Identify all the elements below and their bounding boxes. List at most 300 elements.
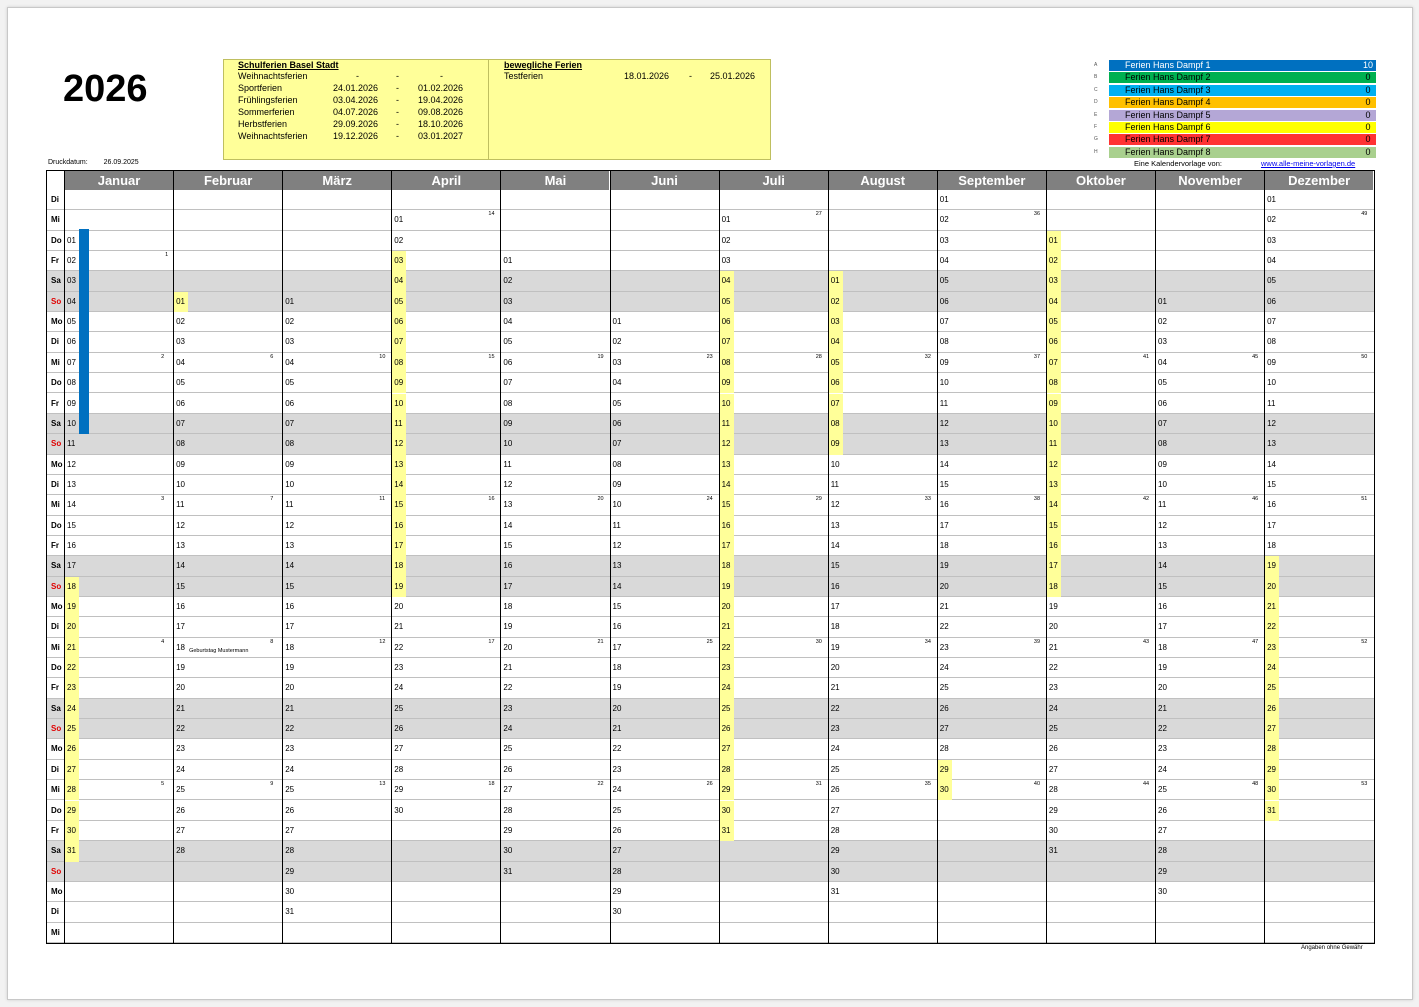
day-number[interactable]: 11 (176, 500, 185, 510)
day-number[interactable]: 20 (721, 602, 731, 611)
day-number[interactable]: 16 (721, 520, 731, 530)
day-number[interactable]: 19 (1048, 602, 1058, 611)
day-number[interactable]: 27 (612, 846, 622, 856)
day-number[interactable]: 05 (830, 357, 840, 367)
day-number[interactable]: 13 (285, 540, 295, 550)
day-number[interactable]: 08 (67, 378, 76, 388)
day-number[interactable]: 17 (721, 540, 731, 550)
day-number[interactable]: 10 (1158, 479, 1167, 489)
day-number[interactable]: 16 (1048, 540, 1058, 550)
day-number[interactable]: 28 (67, 785, 76, 795)
day-number[interactable]: 01 (67, 235, 76, 245)
day-number[interactable]: 24 (67, 703, 76, 713)
day-number[interactable]: 14 (1267, 459, 1276, 469)
day-number[interactable]: 25 (67, 724, 76, 734)
day-number[interactable]: 02 (830, 296, 840, 306)
day-number[interactable]: 24 (394, 683, 404, 693)
day-number[interactable]: 11 (394, 418, 403, 428)
day-number[interactable]: 17 (176, 622, 185, 632)
day-number[interactable]: 14 (721, 479, 731, 489)
day-number[interactable]: 06 (1158, 398, 1167, 408)
day-number[interactable]: 10 (176, 479, 185, 489)
day-number[interactable]: 05 (1158, 378, 1167, 388)
day-number[interactable]: 21 (1267, 602, 1276, 611)
day-number[interactable]: 18 (67, 581, 76, 591)
day-number[interactable]: 06 (1267, 296, 1276, 306)
day-number[interactable]: 22 (394, 642, 404, 652)
day-number[interactable]: 11 (1158, 500, 1167, 510)
day-number[interactable]: 12 (67, 459, 76, 469)
day-number[interactable]: 18 (830, 622, 840, 632)
day-number[interactable]: 26 (939, 703, 949, 713)
day-number[interactable]: 02 (394, 235, 404, 245)
day-number[interactable]: 02 (612, 337, 622, 347)
day-number[interactable]: 26 (1048, 744, 1058, 754)
day-number[interactable]: 19 (285, 663, 295, 673)
day-number[interactable]: 07 (612, 439, 622, 449)
day-number[interactable]: 20 (1158, 683, 1167, 693)
day-number[interactable]: 26 (67, 744, 76, 754)
day-number[interactable]: 21 (285, 703, 295, 713)
day-number[interactable]: 22 (1048, 663, 1058, 673)
day-number[interactable]: 27 (1048, 764, 1058, 774)
day-number[interactable]: 20 (503, 642, 513, 652)
day-number[interactable]: 30 (1267, 785, 1276, 795)
day-number[interactable]: 03 (285, 337, 295, 347)
day-number[interactable]: 22 (503, 683, 513, 693)
day-number[interactable]: 22 (285, 724, 295, 734)
day-number[interactable]: 19 (939, 561, 949, 571)
day-number[interactable]: 24 (1267, 663, 1276, 673)
day-number[interactable]: 28 (285, 846, 295, 856)
day-number[interactable]: 19 (1267, 561, 1276, 571)
day-number[interactable]: 07 (67, 357, 76, 367)
day-number[interactable]: 03 (67, 276, 76, 286)
day-number[interactable]: 30 (830, 866, 840, 876)
day-number[interactable]: 09 (67, 398, 76, 408)
day-number[interactable]: 22 (721, 642, 731, 652)
day-number[interactable]: 12 (1158, 520, 1167, 530)
day-number[interactable]: 05 (939, 276, 949, 286)
day-number[interactable]: 19 (176, 663, 185, 673)
day-number[interactable]: 06 (721, 317, 731, 327)
day-number[interactable]: 20 (612, 703, 622, 713)
day-number[interactable]: 26 (721, 724, 731, 734)
day-number[interactable]: 14 (939, 459, 949, 469)
day-number[interactable]: 17 (939, 520, 949, 530)
day-number[interactable]: 23 (1048, 683, 1058, 693)
day-number[interactable]: 30 (1048, 825, 1058, 835)
day-number[interactable]: 07 (285, 418, 295, 428)
day-number[interactable]: 27 (176, 825, 185, 835)
day-number[interactable]: 15 (176, 581, 185, 591)
day-number[interactable]: 25 (394, 703, 404, 713)
day-number[interactable]: 27 (394, 744, 404, 754)
day-number[interactable]: 30 (1158, 886, 1167, 896)
day-number[interactable]: 25 (1267, 683, 1276, 693)
day-number[interactable]: 18 (721, 561, 731, 571)
day-number[interactable]: 29 (285, 866, 295, 876)
day-number[interactable]: 12 (830, 500, 840, 510)
day-number[interactable]: 19 (394, 581, 404, 591)
day-number[interactable]: 17 (612, 642, 622, 652)
day-number[interactable]: 15 (612, 602, 622, 611)
day-number[interactable]: 20 (830, 663, 840, 673)
day-number[interactable]: 04 (1158, 357, 1167, 367)
day-number[interactable]: 10 (1048, 418, 1058, 428)
day-number[interactable]: 06 (830, 378, 840, 388)
day-number[interactable]: 04 (939, 256, 949, 266)
day-number[interactable]: 10 (612, 500, 622, 510)
day-number[interactable]: 28 (1158, 846, 1167, 856)
day-number[interactable]: 12 (394, 439, 404, 449)
day-number[interactable]: 14 (503, 520, 513, 530)
day-number[interactable]: 21 (176, 703, 185, 713)
day-number[interactable]: 19 (830, 642, 840, 652)
day-number[interactable]: 13 (1267, 439, 1276, 449)
day-number[interactable]: 22 (612, 744, 622, 754)
day-number[interactable]: 31 (1048, 846, 1058, 856)
day-number[interactable]: 06 (176, 398, 185, 408)
day-number[interactable]: 11 (939, 398, 949, 408)
day-number[interactable]: 16 (176, 602, 185, 611)
day-number[interactable]: 05 (67, 317, 76, 327)
day-number[interactable]: 16 (285, 602, 295, 611)
day-number[interactable]: 07 (939, 317, 949, 327)
day-number[interactable]: 04 (1267, 256, 1276, 266)
day-number[interactable]: 20 (176, 683, 185, 693)
day-number[interactable]: 02 (67, 256, 76, 266)
day-number[interactable]: 11 (1048, 439, 1058, 449)
day-number[interactable]: 15 (503, 540, 513, 550)
day-number[interactable]: 13 (1158, 540, 1167, 550)
day-number[interactable]: 23 (721, 663, 731, 673)
day-number[interactable]: 13 (1048, 479, 1058, 489)
day-number[interactable]: 22 (939, 622, 949, 632)
day-number[interactable]: 28 (503, 805, 513, 815)
day-number[interactable]: 22 (1267, 622, 1276, 632)
day-number[interactable]: 19 (612, 683, 622, 693)
day-number[interactable]: 22 (176, 724, 185, 734)
day-number[interactable]: 31 (1267, 805, 1276, 815)
day-number[interactable]: 18 (1158, 642, 1167, 652)
day-number[interactable]: 02 (1158, 317, 1167, 327)
day-number[interactable]: 13 (830, 520, 840, 530)
day-number[interactable]: 14 (612, 581, 622, 591)
day-number[interactable]: 19 (67, 602, 76, 611)
day-number[interactable]: 09 (503, 418, 513, 428)
day-number[interactable]: 08 (394, 357, 404, 367)
day-number[interactable]: 10 (67, 418, 76, 428)
day-number[interactable]: 10 (285, 479, 295, 489)
day-number[interactable]: 30 (939, 785, 949, 795)
day-number[interactable]: 06 (612, 418, 622, 428)
day-number[interactable]: 14 (67, 500, 76, 510)
day-number[interactable]: 28 (1267, 744, 1276, 754)
day-number[interactable]: 21 (394, 622, 404, 632)
day-number[interactable]: 17 (1158, 622, 1167, 632)
day-number[interactable]: 05 (394, 296, 404, 306)
day-number[interactable]: 26 (830, 785, 840, 795)
day-number[interactable]: 15 (285, 581, 295, 591)
day-number[interactable]: 05 (612, 398, 622, 408)
day-number[interactable]: 31 (67, 846, 76, 856)
day-number[interactable]: 06 (1048, 337, 1058, 347)
day-number[interactable]: 03 (830, 317, 840, 327)
day-number[interactable]: 28 (394, 764, 404, 774)
day-number[interactable]: 13 (503, 500, 513, 510)
day-number[interactable]: 23 (176, 744, 185, 754)
day-number[interactable]: 12 (721, 439, 731, 449)
day-number[interactable]: 17 (67, 561, 76, 571)
day-number[interactable]: 27 (830, 805, 840, 815)
day-number[interactable]: 24 (176, 764, 185, 774)
day-number[interactable]: 16 (1158, 602, 1167, 611)
day-number[interactable]: 31 (721, 825, 731, 835)
day-number[interactable]: 26 (176, 805, 185, 815)
day-number[interactable]: 09 (1267, 357, 1276, 367)
day-number[interactable]: 07 (503, 378, 513, 388)
day-number[interactable]: 27 (67, 764, 76, 774)
day-number[interactable]: 24 (830, 744, 840, 754)
day-number[interactable]: 03 (1048, 276, 1058, 286)
day-number[interactable]: 01 (939, 195, 949, 204)
day-number[interactable]: 16 (503, 561, 513, 571)
day-number[interactable]: 14 (394, 479, 404, 489)
day-number[interactable]: 23 (394, 663, 404, 673)
day-number[interactable]: 27 (1158, 825, 1167, 835)
day-number[interactable]: 02 (176, 317, 185, 327)
day-number[interactable]: 11 (721, 418, 730, 428)
day-number[interactable]: 21 (721, 622, 731, 632)
day-number[interactable]: 15 (1267, 479, 1276, 489)
day-number[interactable]: 02 (1048, 256, 1058, 266)
day-number[interactable]: 14 (176, 561, 185, 571)
day-number[interactable]: 13 (939, 439, 949, 449)
day-number[interactable]: 23 (830, 724, 840, 734)
day-number[interactable]: 24 (1048, 703, 1058, 713)
day-number[interactable]: 01 (1158, 296, 1167, 306)
day-number[interactable]: 10 (721, 398, 731, 408)
day-number[interactable]: 10 (1267, 378, 1276, 388)
day-number[interactable]: 10 (939, 378, 949, 388)
day-number[interactable]: 08 (285, 439, 295, 449)
day-number[interactable]: 21 (67, 642, 76, 652)
day-number[interactable]: 17 (394, 540, 404, 550)
day-number[interactable]: 05 (176, 378, 185, 388)
day-number[interactable]: 16 (612, 622, 622, 632)
day-number[interactable]: 15 (1048, 520, 1058, 530)
day-number[interactable]: 15 (1158, 581, 1167, 591)
day-number[interactable]: 25 (285, 785, 295, 795)
day-number[interactable]: 26 (612, 825, 622, 835)
day-number[interactable]: 01 (612, 317, 622, 327)
day-number[interactable]: 03 (503, 296, 513, 306)
day-number[interactable]: 21 (1048, 642, 1058, 652)
day-number[interactable]: 09 (830, 439, 840, 449)
day-number[interactable]: 04 (394, 276, 404, 286)
day-number[interactable]: 09 (285, 459, 295, 469)
day-number[interactable]: 07 (394, 337, 404, 347)
day-number[interactable]: 24 (721, 683, 731, 693)
day-number[interactable]: 16 (939, 500, 949, 510)
day-number[interactable]: 09 (612, 479, 622, 489)
day-number[interactable]: 06 (67, 337, 76, 347)
day-number[interactable]: 18 (1048, 581, 1058, 591)
day-number[interactable]: 07 (830, 398, 840, 408)
day-number[interactable]: 27 (1267, 724, 1276, 734)
day-number[interactable]: 25 (176, 785, 185, 795)
day-number[interactable]: 12 (612, 540, 622, 550)
day-number[interactable]: 23 (1267, 642, 1276, 652)
day-number[interactable]: 22 (67, 663, 76, 673)
day-number[interactable]: 28 (939, 744, 949, 754)
day-number[interactable]: 28 (176, 846, 185, 856)
day-number[interactable]: 26 (394, 724, 404, 734)
day-number[interactable]: 06 (285, 398, 295, 408)
day-number[interactable]: 09 (1158, 459, 1167, 469)
day-number[interactable]: 20 (1267, 581, 1276, 591)
day-number[interactable]: 08 (830, 418, 840, 428)
day-number[interactable]: 03 (939, 235, 949, 245)
day-number[interactable]: 29 (1267, 764, 1276, 774)
day-number[interactable]: 23 (503, 703, 513, 713)
day-number[interactable]: 20 (1048, 622, 1058, 632)
day-number[interactable]: 18 (394, 561, 404, 571)
day-number[interactable]: 11 (285, 500, 294, 510)
day-number[interactable]: 18 (1267, 540, 1276, 550)
day-number[interactable]: 18 (612, 663, 622, 673)
day-number[interactable]: 26 (503, 764, 513, 774)
day-number[interactable]: 09 (394, 378, 404, 388)
day-number[interactable]: 18 (939, 540, 949, 550)
day-number[interactable]: 10 (503, 439, 513, 449)
day-number[interactable]: 18 (285, 642, 295, 652)
day-number[interactable]: 28 (721, 764, 731, 774)
day-number[interactable]: 11 (67, 439, 76, 449)
day-number[interactable]: 23 (939, 642, 949, 652)
day-number[interactable]: 16 (1267, 500, 1276, 510)
day-number[interactable]: 13 (176, 540, 185, 550)
day-number[interactable]: 15 (721, 500, 731, 510)
day-number[interactable]: 08 (939, 337, 949, 347)
day-number[interactable]: 13 (394, 459, 404, 469)
day-number[interactable]: 20 (285, 683, 295, 693)
day-number[interactable]: 17 (1267, 520, 1276, 530)
day-number[interactable]: 07 (176, 418, 185, 428)
day-number[interactable]: 21 (1158, 703, 1167, 713)
day-number[interactable]: 15 (394, 500, 404, 510)
day-number[interactable]: 11 (1267, 398, 1276, 408)
day-number[interactable]: 24 (612, 785, 622, 795)
day-number[interactable]: 12 (176, 520, 185, 530)
day-number[interactable]: 21 (503, 663, 513, 673)
day-number[interactable]: 16 (67, 540, 76, 550)
day-number[interactable]: 24 (1158, 764, 1167, 774)
day-number[interactable]: 04 (285, 357, 295, 367)
day-number[interactable]: 01 (1048, 235, 1058, 245)
day-number[interactable]: 03 (394, 256, 404, 266)
day-number[interactable]: 05 (503, 337, 513, 347)
day-number[interactable]: 09 (939, 357, 949, 367)
day-number[interactable]: 25 (1158, 785, 1167, 795)
day-number[interactable]: 19 (1158, 663, 1167, 673)
day-number[interactable]: 05 (721, 296, 731, 306)
day-number[interactable]: 30 (721, 805, 731, 815)
day-number[interactable]: 10 (394, 398, 404, 408)
day-number[interactable]: 26 (285, 805, 295, 815)
day-number[interactable]: 09 (1048, 398, 1058, 408)
day-number[interactable]: 13 (721, 459, 731, 469)
day-number[interactable]: 06 (503, 357, 513, 367)
day-number[interactable]: 29 (612, 886, 622, 896)
day-number[interactable]: 23 (1158, 744, 1167, 754)
day-number[interactable]: 29 (1158, 866, 1167, 876)
day-number[interactable]: 03 (721, 256, 731, 266)
day-number[interactable]: 17 (1048, 561, 1058, 571)
day-number[interactable]: 04 (67, 296, 76, 306)
day-number[interactable]: 12 (503, 479, 513, 489)
day-number[interactable]: 04 (1048, 296, 1058, 306)
day-number[interactable]: 29 (1048, 805, 1058, 815)
day-number[interactable]: 29 (830, 846, 840, 856)
day-number[interactable]: 03 (176, 337, 185, 347)
day-number[interactable]: 28 (1048, 785, 1058, 795)
day-number[interactable]: 30 (612, 907, 622, 917)
day-number[interactable]: 25 (721, 703, 731, 713)
day-number[interactable]: 11 (503, 459, 512, 469)
day-number[interactable]: 30 (503, 846, 513, 856)
day-number[interactable]: 15 (830, 561, 840, 571)
day-number[interactable]: 11 (612, 520, 621, 530)
day-number[interactable]: 05 (285, 378, 295, 388)
day-number[interactable]: 12 (285, 520, 295, 530)
day-number[interactable]: 30 (394, 805, 404, 815)
day-number[interactable]: 31 (503, 866, 513, 876)
day-number[interactable]: 27 (285, 825, 295, 835)
day-number[interactable]: 03 (1158, 337, 1167, 347)
day-number[interactable]: 31 (285, 907, 295, 917)
day-number[interactable]: 13 (67, 479, 76, 489)
day-number[interactable]: 01 (721, 215, 731, 225)
day-number[interactable]: 27 (939, 724, 949, 734)
day-number[interactable]: 29 (394, 785, 404, 795)
day-number[interactable]: 14 (830, 540, 840, 550)
day-number[interactable]: 22 (1158, 724, 1167, 734)
day-number[interactable]: 30 (285, 886, 295, 896)
day-number[interactable]: 04 (830, 337, 840, 347)
day-number[interactable]: 19 (721, 581, 731, 591)
day-number[interactable]: 31 (830, 886, 840, 896)
day-number[interactable]: 29 (67, 805, 76, 815)
day-number[interactable]: 05 (1267, 276, 1276, 286)
day-number[interactable]: 25 (1048, 724, 1058, 734)
day-number[interactable]: 20 (394, 602, 404, 611)
day-number[interactable]: 06 (394, 317, 404, 327)
day-number[interactable]: 04 (721, 276, 731, 286)
day-number[interactable]: 01 (285, 296, 295, 306)
day-number[interactable]: 26 (1267, 703, 1276, 713)
day-number[interactable]: 08 (1158, 439, 1167, 449)
day-number[interactable]: 30 (67, 825, 76, 835)
day-number[interactable]: 02 (503, 276, 513, 286)
day-number[interactable]: 23 (612, 764, 622, 774)
day-number[interactable]: 07 (1267, 317, 1276, 327)
day-number[interactable]: 04 (612, 378, 622, 388)
day-number[interactable]: 01 (394, 215, 404, 225)
day-number[interactable]: 08 (1267, 337, 1276, 347)
day-number[interactable]: 11 (830, 479, 839, 489)
